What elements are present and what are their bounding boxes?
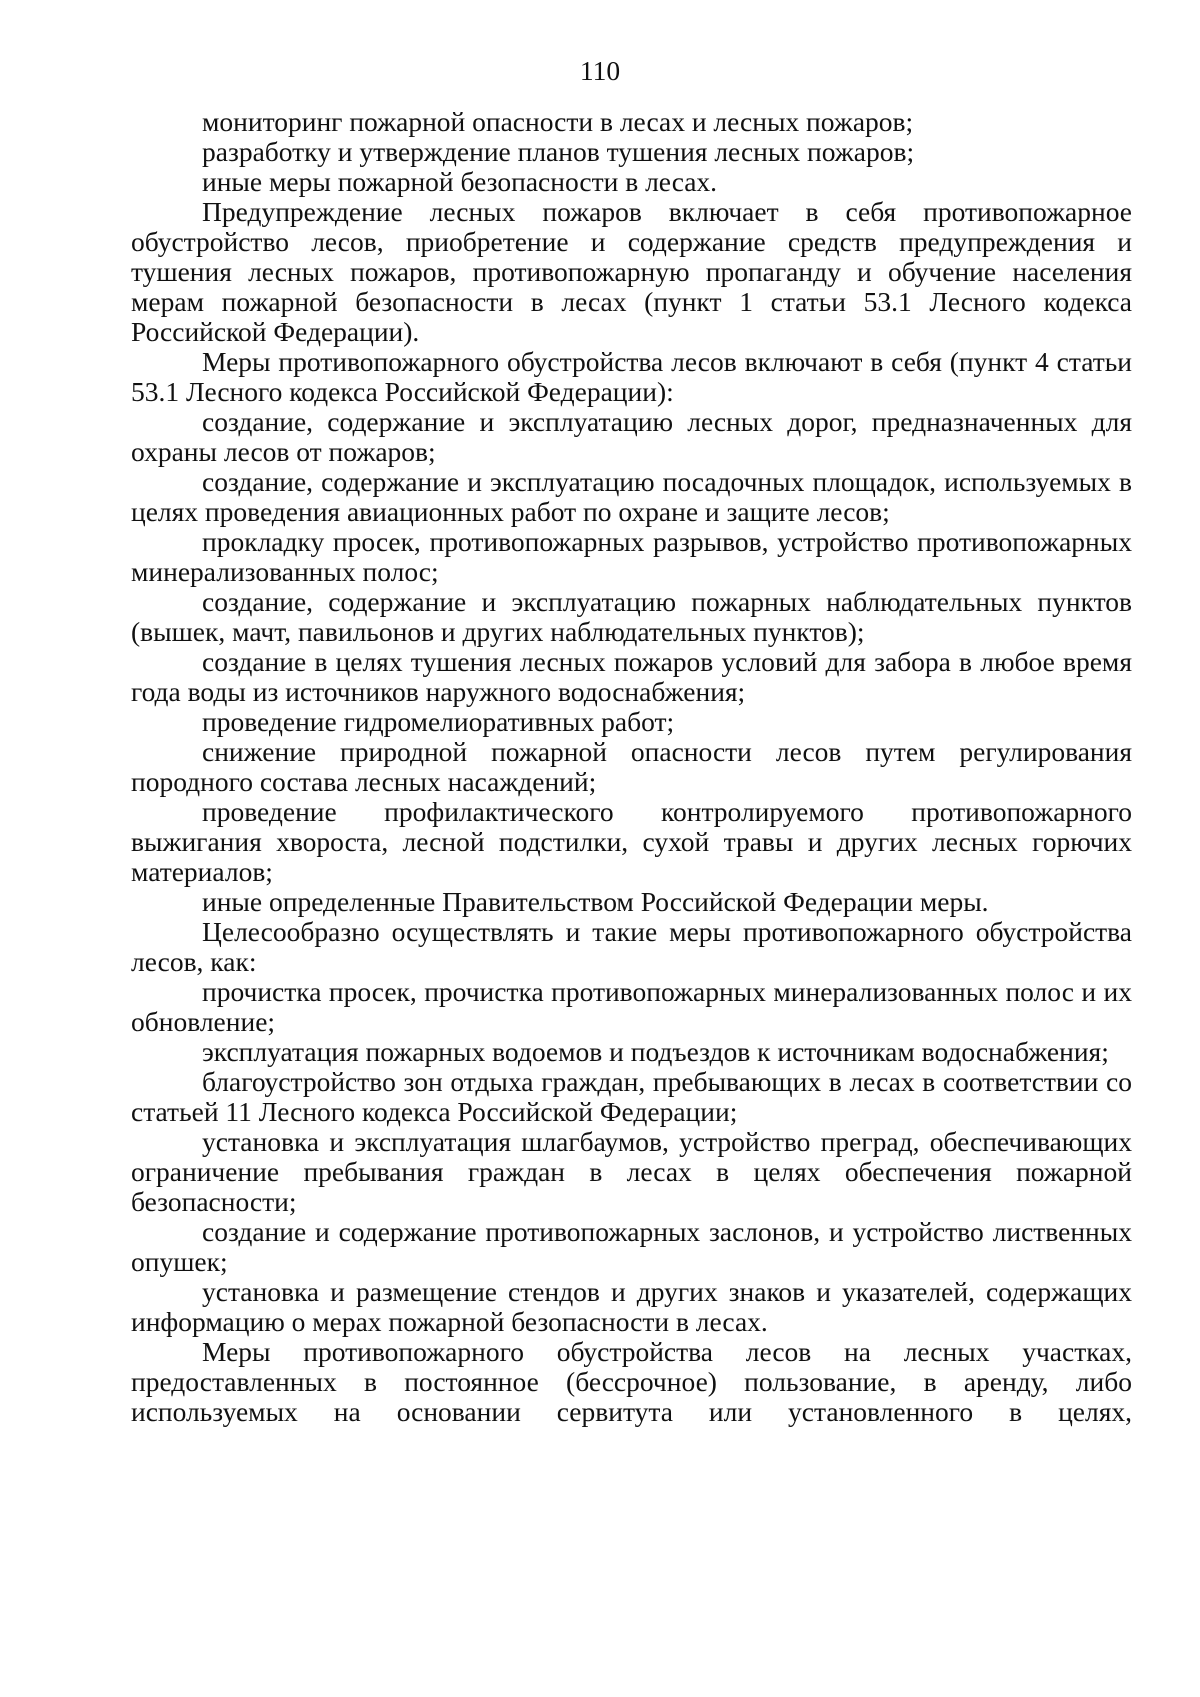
- paragraph: создание в целях тушения лесных пожаров условий для забора в любое время года воды из источников наружного водоснабжения;: [131, 646, 1132, 707]
- paragraph: благоустройство зон отдыха граждан, пребывающих в лесах в соответствии со статьей 11 Лесного кодекса Российской Федерации;: [131, 1066, 1132, 1127]
- paragraph: разработку и утверждение планов тушения лесных пожаров;: [202, 136, 915, 167]
- paragraph: создание, содержание и эксплуатацию посадочных площадок, используемых в целях проведения авиационных работ по охране и защите лесов;: [131, 466, 1132, 527]
- paragraph: Целесообразно осуществлять и такие меры противопожарного обустройства лесов, как:: [131, 916, 1132, 977]
- paragraph: установка и эксплуатация шлагбаумов, устройство преград, обеспечивающих ограничение пребывания граждан в лесах в целях обеспечения пожарной безопасности;: [131, 1126, 1132, 1217]
- paragraph: создание и содержание противопожарных заслонов, и устройство лиственных опушек;: [131, 1216, 1132, 1277]
- paragraph: прочистка просек, прочистка противопожарных минерализованных полос и их обновление;: [131, 976, 1132, 1037]
- paragraph: создание, содержание и эксплуатацию пожарных наблюдательных пунктов (вышек, мачт, павильонов и других наблюдательных пунктов);: [131, 586, 1132, 647]
- paragraph: проведение профилактического контролируемого противопожарного выжигания хвороста, лесной подстилки, сухой травы и других лесных горючих материалов;: [131, 796, 1132, 887]
- paragraph: иные определенные Правительством Российской Федерации меры.: [202, 886, 989, 917]
- paragraph: прокладку просек, противопожарных разрывов, устройство противопожарных минерализованных полос;: [131, 526, 1132, 587]
- paragraph: иные меры пожарной безопасности в лесах.: [202, 166, 718, 197]
- paragraph: эксплуатация пожарных водоемов и подъездов к источникам водоснабжения;: [202, 1036, 1109, 1067]
- paragraph: Меры противопожарного обустройства лесов на лесных участках, предоставленных в постоянное (бессрочное) пользование, в аренду, либо используемых на основании сервитута или установленного в целях,: [131, 1336, 1132, 1427]
- paragraph: создание, содержание и эксплуатацию лесных дорог, предназначенных для охраны лесов от пожаров;: [131, 406, 1132, 467]
- paragraph: проведение гидромелиоративных работ;: [202, 706, 675, 737]
- paragraph: установка и размещение стендов и других знаков и указателей, содержащих информацию о мерах пожарной безопасности в лесах.: [131, 1276, 1132, 1337]
- document-body: [131, 107, 1132, 1427]
- page-number: 110: [579, 55, 621, 86]
- paragraph: Предупреждение лесных пожаров включает в себя противопожарное обустройство лесов, приобретение и содержание средств предупреждения и тушения лесных пожаров, противопожарную пропаганду и обучение населения мерам пожарной безопасности в лесах (пункт 1 статьи 53.1 Лесного кодекса Российской Федерации).: [131, 196, 1132, 347]
- paragraph: мониторинг пожарной опасности в лесах и лесных пожаров;: [202, 106, 914, 137]
- paragraph: снижение природной пожарной опасности лесов путем регулирования породного состава лесных насаждений;: [131, 736, 1132, 797]
- paragraph: Меры противопожарного обустройства лесов включают в себя (пункт 4 статьи 53.1 Лесного кодекса Российской Федерации):: [131, 346, 1132, 407]
